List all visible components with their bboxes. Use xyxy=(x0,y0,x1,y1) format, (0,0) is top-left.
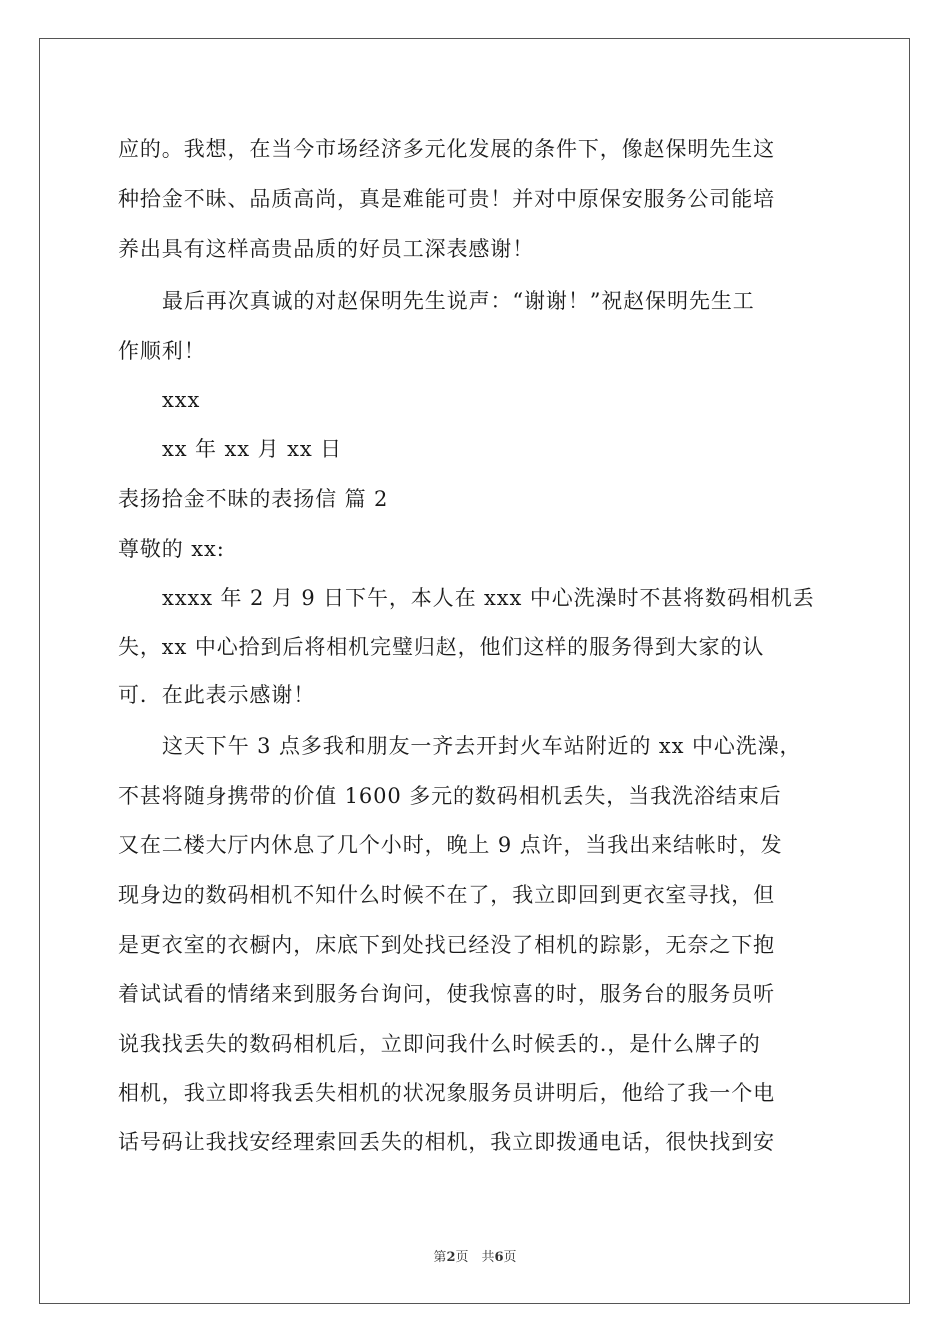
footer-suffix: 页 xyxy=(503,1250,517,1265)
body-text-line: 作顺利！ xyxy=(118,339,206,363)
body-text-line: xxxx 年 2 月 9 日下午，本人在 xxx 中心洗澡时不甚将数码相机丢 xyxy=(162,586,815,610)
body-text-line: 说我找丢失的数码相机后，立即问我什么时候丢的.，是什么牌子的 xyxy=(118,1032,761,1056)
body-text-line: 又在二楼大厅内休息了几个小时，晚上 9 点许，当我出来结帐时，发 xyxy=(118,833,783,857)
body-text-line: 养出具有这样高贵品质的好员工深表感谢！ xyxy=(118,237,535,261)
current-page-number: 2 xyxy=(446,1250,456,1265)
total-pages-number: 6 xyxy=(494,1250,504,1265)
salutation: 尊敬的 xx: xyxy=(118,537,225,561)
body-text-line: 话号码让我找安经理索回丢失的相机，我立即拨通电话，很快找到安 xyxy=(118,1130,775,1154)
letter-date: xx 年 xx 月 xx 日 xyxy=(162,437,343,461)
page-footer xyxy=(0,1246,950,1265)
body-text-line: 现身边的数码相机不知什么时候不在了，我立即回到更衣室寻找，但 xyxy=(118,883,775,907)
footer-mid: 页 共 xyxy=(455,1250,495,1265)
body-text-line: 失，xx 中心拾到后将相机完璧归赵，他们这样的服务得到大家的认 xyxy=(118,635,765,659)
footer-prefix: 第 xyxy=(433,1250,447,1265)
body-text-line: 不甚将随身携带的价值 1600 多元的数码相机丢失，当我洗浴结束后 xyxy=(118,784,782,808)
body-text-line: 可．在此表示感谢！ xyxy=(118,683,316,707)
section-heading: 表扬拾金不昧的表扬信 篇 2 xyxy=(118,487,389,511)
body-text-line: 最后再次真诚的对赵保明先生说声：“谢谢！”祝赵保明先生工 xyxy=(162,289,755,313)
body-text-line: 着试试看的情绪来到服务台询问，使我惊喜的时，服务台的服务员听 xyxy=(118,982,775,1006)
signature: xxx xyxy=(162,388,201,412)
body-text-line: 相机，我立即将我丢失相机的状况象服务员讲明后，他给了我一个电 xyxy=(118,1081,775,1105)
body-text-line: 种拾金不昧、品质高尚，真是难能可贵！并对中原保安服务公司能培 xyxy=(118,187,775,211)
body-text-line: 这天下午 3 点多我和朋友一齐去开封火车站附近的 xx 中心洗澡， xyxy=(162,734,802,758)
body-text-line: 是更衣室的衣橱内，床底下到处找已经没了相机的踪影，无奈之下抱 xyxy=(118,933,775,957)
body-text-line: 应的。我想，在当今市场经济多元化发展的条件下，像赵保明先生这 xyxy=(118,137,775,161)
